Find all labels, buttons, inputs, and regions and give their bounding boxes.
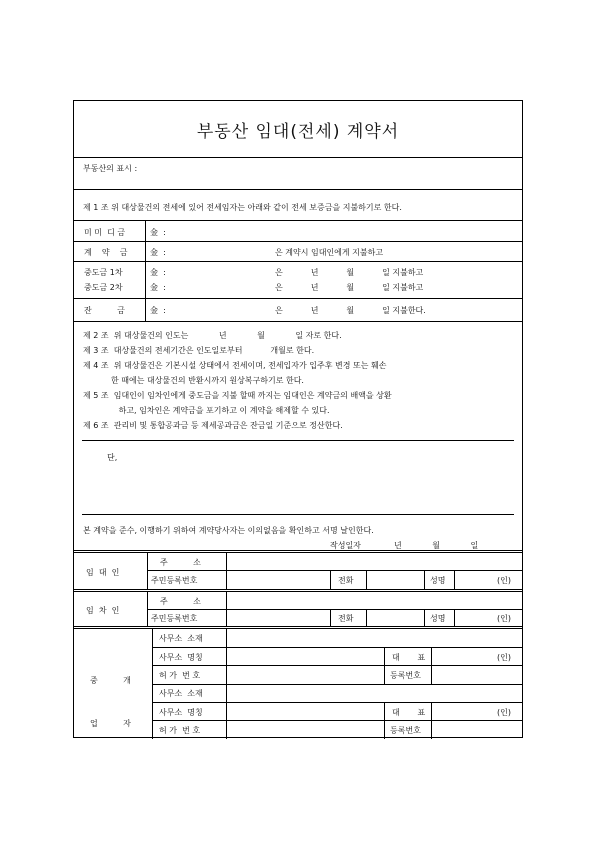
lessor-section <box>74 553 522 589</box>
document-title: 부동산 임대(전세) 계약서 <box>196 121 400 142</box>
agent1-office-addr: 사무소 소재 <box>159 634 203 643</box>
agent2-rep-label: 대 표 <box>392 708 426 717</box>
lessor-seal: (인) <box>497 576 511 585</box>
lessee-address-label: 주 소 <box>160 597 201 606</box>
lessee-section <box>74 592 522 626</box>
lessee-phone-label: 전화 <box>338 614 354 623</box>
deposit-label: 미 미 디 금 <box>84 228 126 237</box>
article-6: 제 6 조 관리비 및 통합공과금 등 제세공과금은 잔금일 기준으로 정산한다. <box>83 421 343 430</box>
agent-label-1: 중 개 <box>90 676 131 685</box>
agent1-reg-label: 등록번호 <box>390 671 421 680</box>
lessor-name-label: 성명 <box>430 576 446 585</box>
article-4: 제 4 조 위 대상물건은 기본시설 상태에서 전세이며, 전세입자가 입주후 변경 또는 훼손 <box>83 361 387 370</box>
lessee-seal: (인) <box>497 614 511 623</box>
agent2-office-name: 사무소 명칭 <box>159 708 203 717</box>
lessee-regno-label: 주민등록번호 <box>151 614 198 623</box>
special-terms-label: 단, <box>107 453 118 462</box>
article-5-cont: 하고, 임차인은 계약금을 포기하고 이 계약을 해제할 수 있다. <box>83 406 330 415</box>
article-2: 제 2 조 위 대상물건의 인도는 년 월 일 자로 한다. <box>83 331 342 340</box>
mid2-value: 金 : <box>150 283 166 292</box>
mid2-label: 중도금 2차 <box>84 283 123 292</box>
article-1: 제 1 조 위 대상물건의 전세에 있어 전세임자는 아래와 같이 전세 보증금을 지불하기로 한다. <box>83 203 402 212</box>
article-4-cont: 한 때에는 대상물건의 반환시까지 원상복구하기로 한다. <box>83 376 304 385</box>
lessor-regno-label: 주민등록번호 <box>151 576 198 585</box>
article-1-row <box>74 189 522 220</box>
agent2-office-addr: 사무소 소재 <box>159 689 203 698</box>
agent1-license: 허 가 번 호 <box>159 671 201 680</box>
contract-sheet <box>73 100 523 738</box>
mid1-label: 중도금 1차 <box>84 268 123 277</box>
agent1-rep-label: 대 표 <box>392 653 426 662</box>
balance-label: 잔 금 <box>84 306 125 315</box>
agent2-license: 허 가 번 호 <box>159 726 201 735</box>
lessor-phone-label: 전화 <box>338 576 354 585</box>
agent2-seal: (인) <box>497 708 511 717</box>
terms-section <box>74 321 522 550</box>
lessor-address-label: 주 소 <box>160 558 201 567</box>
agent1-seal: (인) <box>497 653 511 662</box>
property-label: 부동산의 표시 : <box>83 164 138 173</box>
contract-note: 은 계약시 임대인에게 지불하고 <box>275 248 384 257</box>
payment-table <box>74 220 522 321</box>
mid1-note: 은 년 월 일 지불하고 <box>275 268 424 277</box>
contract-label: 계 약 금 <box>84 248 128 257</box>
contract-value: 金 : <box>150 248 166 257</box>
balance-value: 金 : <box>150 306 166 315</box>
agent-section <box>74 629 522 739</box>
lessee-label: 임 차 인 <box>86 606 120 615</box>
confirm-text: 본 계약을 준수, 이행하기 위하여 계약당사자는 이의없음을 확인하고 서명 날인한다. <box>83 526 374 535</box>
date-line: 작성일자 년 월 일 <box>330 541 479 550</box>
mid2-note: 은 년 월 일 지불하고 <box>275 283 424 292</box>
property-section <box>74 157 522 189</box>
lessor-label: 임 대 인 <box>86 568 120 577</box>
article-5: 제 5 조 임대인이 임차인에게 중도금을 지불 할때 까지는 임대인은 계약금의 배액을 상환 <box>83 391 392 400</box>
deposit-value: 金 : <box>150 228 166 237</box>
lessee-name-label: 성명 <box>430 614 446 623</box>
agent-label-2: 업 자 <box>90 719 131 728</box>
agent2-reg-label: 등록번호 <box>390 726 421 735</box>
article-3: 제 3 조 대상물건의 전세기간은 인도일로부터 개월로 한다. <box>83 346 315 355</box>
agent1-office-name: 사무소 명칭 <box>159 653 203 662</box>
mid1-value: 金 : <box>150 268 166 277</box>
balance-note: 은 년 월 일 지불한다. <box>275 306 426 315</box>
